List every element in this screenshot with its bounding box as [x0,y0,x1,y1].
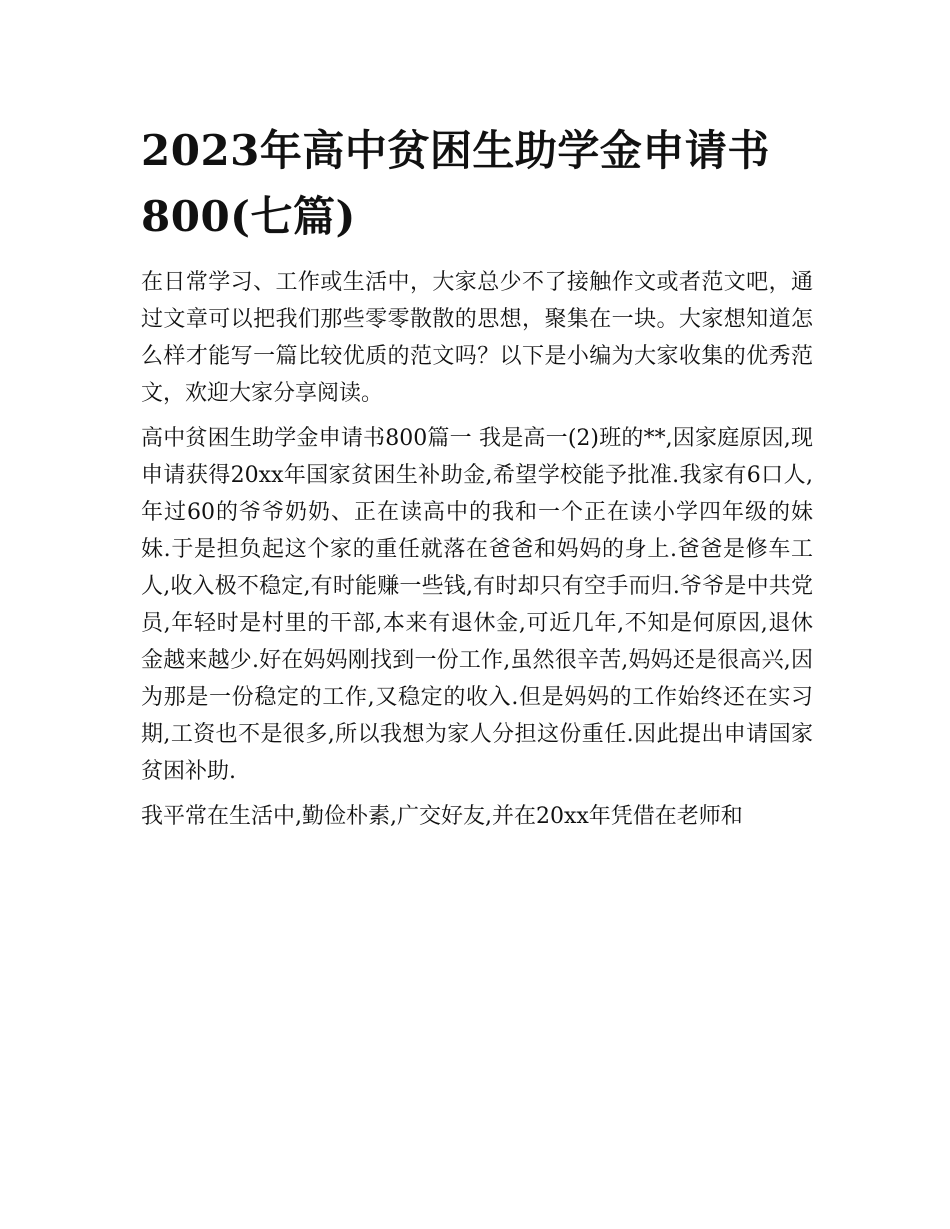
body-paragraph-1: 高中贫困生助学金申请书800篇一 我是高一(2)班的**,因家庭原因,现申请获得20xx年国家贫困生补助金,希望学校能予批准.我家有6口人,年过60的爷爷奶奶、正在读高中的我和一个正在读小学四年级的妹妹.于是担负起这个家的重任就落在爸爸和妈妈的身上.爸爸是修车工人,收入极不稳定,有时能赚一些钱,有时却只有空手而归.爷爷是中共党员,年轻时是村里的干部,本来有退休金,可近几年,不知是何原因,退休金越来越少.好在妈妈刚找到一份工作,虽然很辛苦,妈妈还是很高兴,因为那是一份稳定的工作,又稳定的收入.但是妈妈的工作始终还在实习期,工资也不是很多,所以我想为家人分担这份重任.因此提出申请国家贫困补助. [141,426,813,784]
document-title: 2023年高中贫困生助学金申请书800(七篇) [141,126,770,241]
intro-paragraph: 在日常学习、工作或生活中，大家总少不了接触作文或者范文吧，通过文章可以把我们那些零零散散的思想，聚集在一块。大家想知道怎么样才能写一篇比较优质的范文吗？以下是小编为大家收集的优秀范文，欢迎大家分享阅读。 [141,270,813,406]
body-paragraph-2: 我平常在生活中,勤俭朴素,广交好友,并在20xx年凭借在老师和 [141,804,743,829]
document-page [141,118,813,835]
